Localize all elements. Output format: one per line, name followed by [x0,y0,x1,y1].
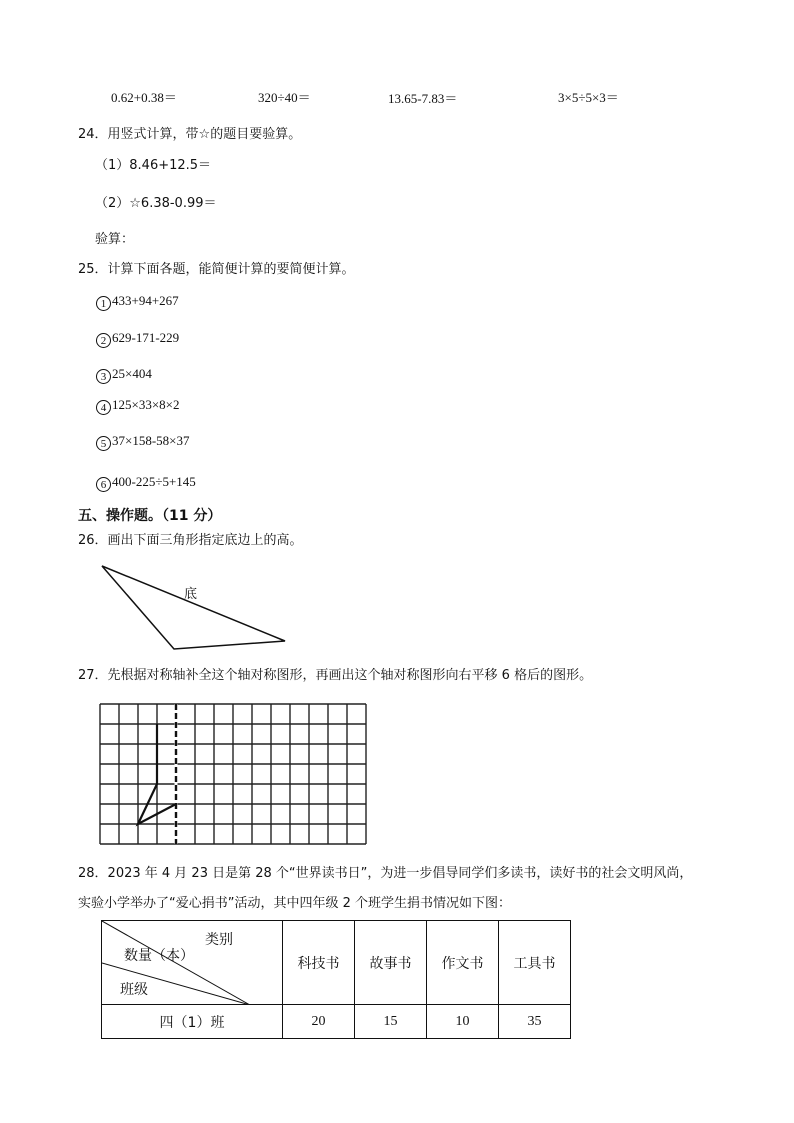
header-composition: 作文书 [427,921,499,1005]
circled-number-5: 5 [96,436,111,451]
header-story: 故事书 [355,921,427,1005]
q25-expr-5: 37×158-58×37 [112,433,190,448]
q26-stem: 26．画出下面三角形指定底边上的高。 [78,533,303,548]
expr-320-div-40: 320÷40＝ [258,90,311,105]
corner-class-label: 班级 [120,982,148,998]
q25-item-3 [96,366,152,384]
cell-composition: 10 [427,1005,499,1039]
expr-0-62-plus-0-38: 0.62+0.38＝ [111,90,177,105]
circled-number-4: 4 [96,400,111,415]
q25-stem: 25．计算下面各题，能简便计算的要简便计算。 [78,262,355,277]
circled-number-3: 3 [96,369,111,384]
cell-story: 15 [355,1005,427,1039]
q27-stem: 27．先根据对称轴补全这个轴对称图形，再画出这个轴对称图形向右平移 6 格后的图形。 [78,668,593,683]
header-science: 科技书 [283,921,355,1005]
header-reference: 工具书 [499,921,571,1005]
cell-reference: 35 [499,1005,571,1039]
expr-13-65-minus-7-83: 13.65-7.83＝ [388,91,458,106]
cell-science: 20 [283,1005,355,1039]
q25-expr-3: 25×404 [112,366,152,381]
grid-figure [98,702,370,846]
q25-expr-4: 125×33×8×2 [112,397,180,412]
donation-table [101,920,571,1039]
q24-check-label: 验算： [95,232,135,247]
q24-stem: 24．用竖式计算，带☆的题目要验算。 [78,127,302,142]
triangle-base-label: 底 [184,587,198,602]
q25-expr-1: 433+94+267 [112,293,179,308]
table-header-row [102,921,571,1005]
q24-item-2: （2）☆6.38-0.99＝ [95,196,217,211]
section-5-title: 五、操作题。（11 分） [78,508,222,524]
q25-expr-2: 629-171-229 [112,330,180,345]
q24-item-1: （1）8.46+12.5＝ [95,158,212,173]
circled-number-6: 6 [96,477,111,492]
row-label: 四（1）班 [102,1005,283,1039]
circled-number-1: 1 [96,296,111,311]
expr-3x5div5x3: 3×5÷5×3＝ [558,90,619,105]
table-corner-cell [102,921,283,1005]
q25-item-6 [96,474,196,492]
q25-item-5 [96,433,190,451]
corner-category-label: 类别 [205,932,233,948]
circled-number-2: 2 [96,333,111,348]
table-row [102,1005,571,1039]
q28-line-1: 28．2023 年 4 月 23 日是第 28 个“世界读书日”，为进一步倡导同学们多读书，读好书的社会文明风尚， [78,866,693,881]
q28-line-2: 实验小学举办了“爱心捐书”活动，其中四年级 2 个班学生捐书情况如下图： [78,896,512,911]
q25-expr-6: 400-225÷5+145 [112,474,196,489]
q25-item-1 [96,293,179,311]
triangle-figure [98,560,293,655]
q25-item-2 [96,330,179,348]
corner-quantity-label: 数量（本） [124,948,194,964]
q25-item-4 [96,397,180,415]
triangle [102,566,285,649]
